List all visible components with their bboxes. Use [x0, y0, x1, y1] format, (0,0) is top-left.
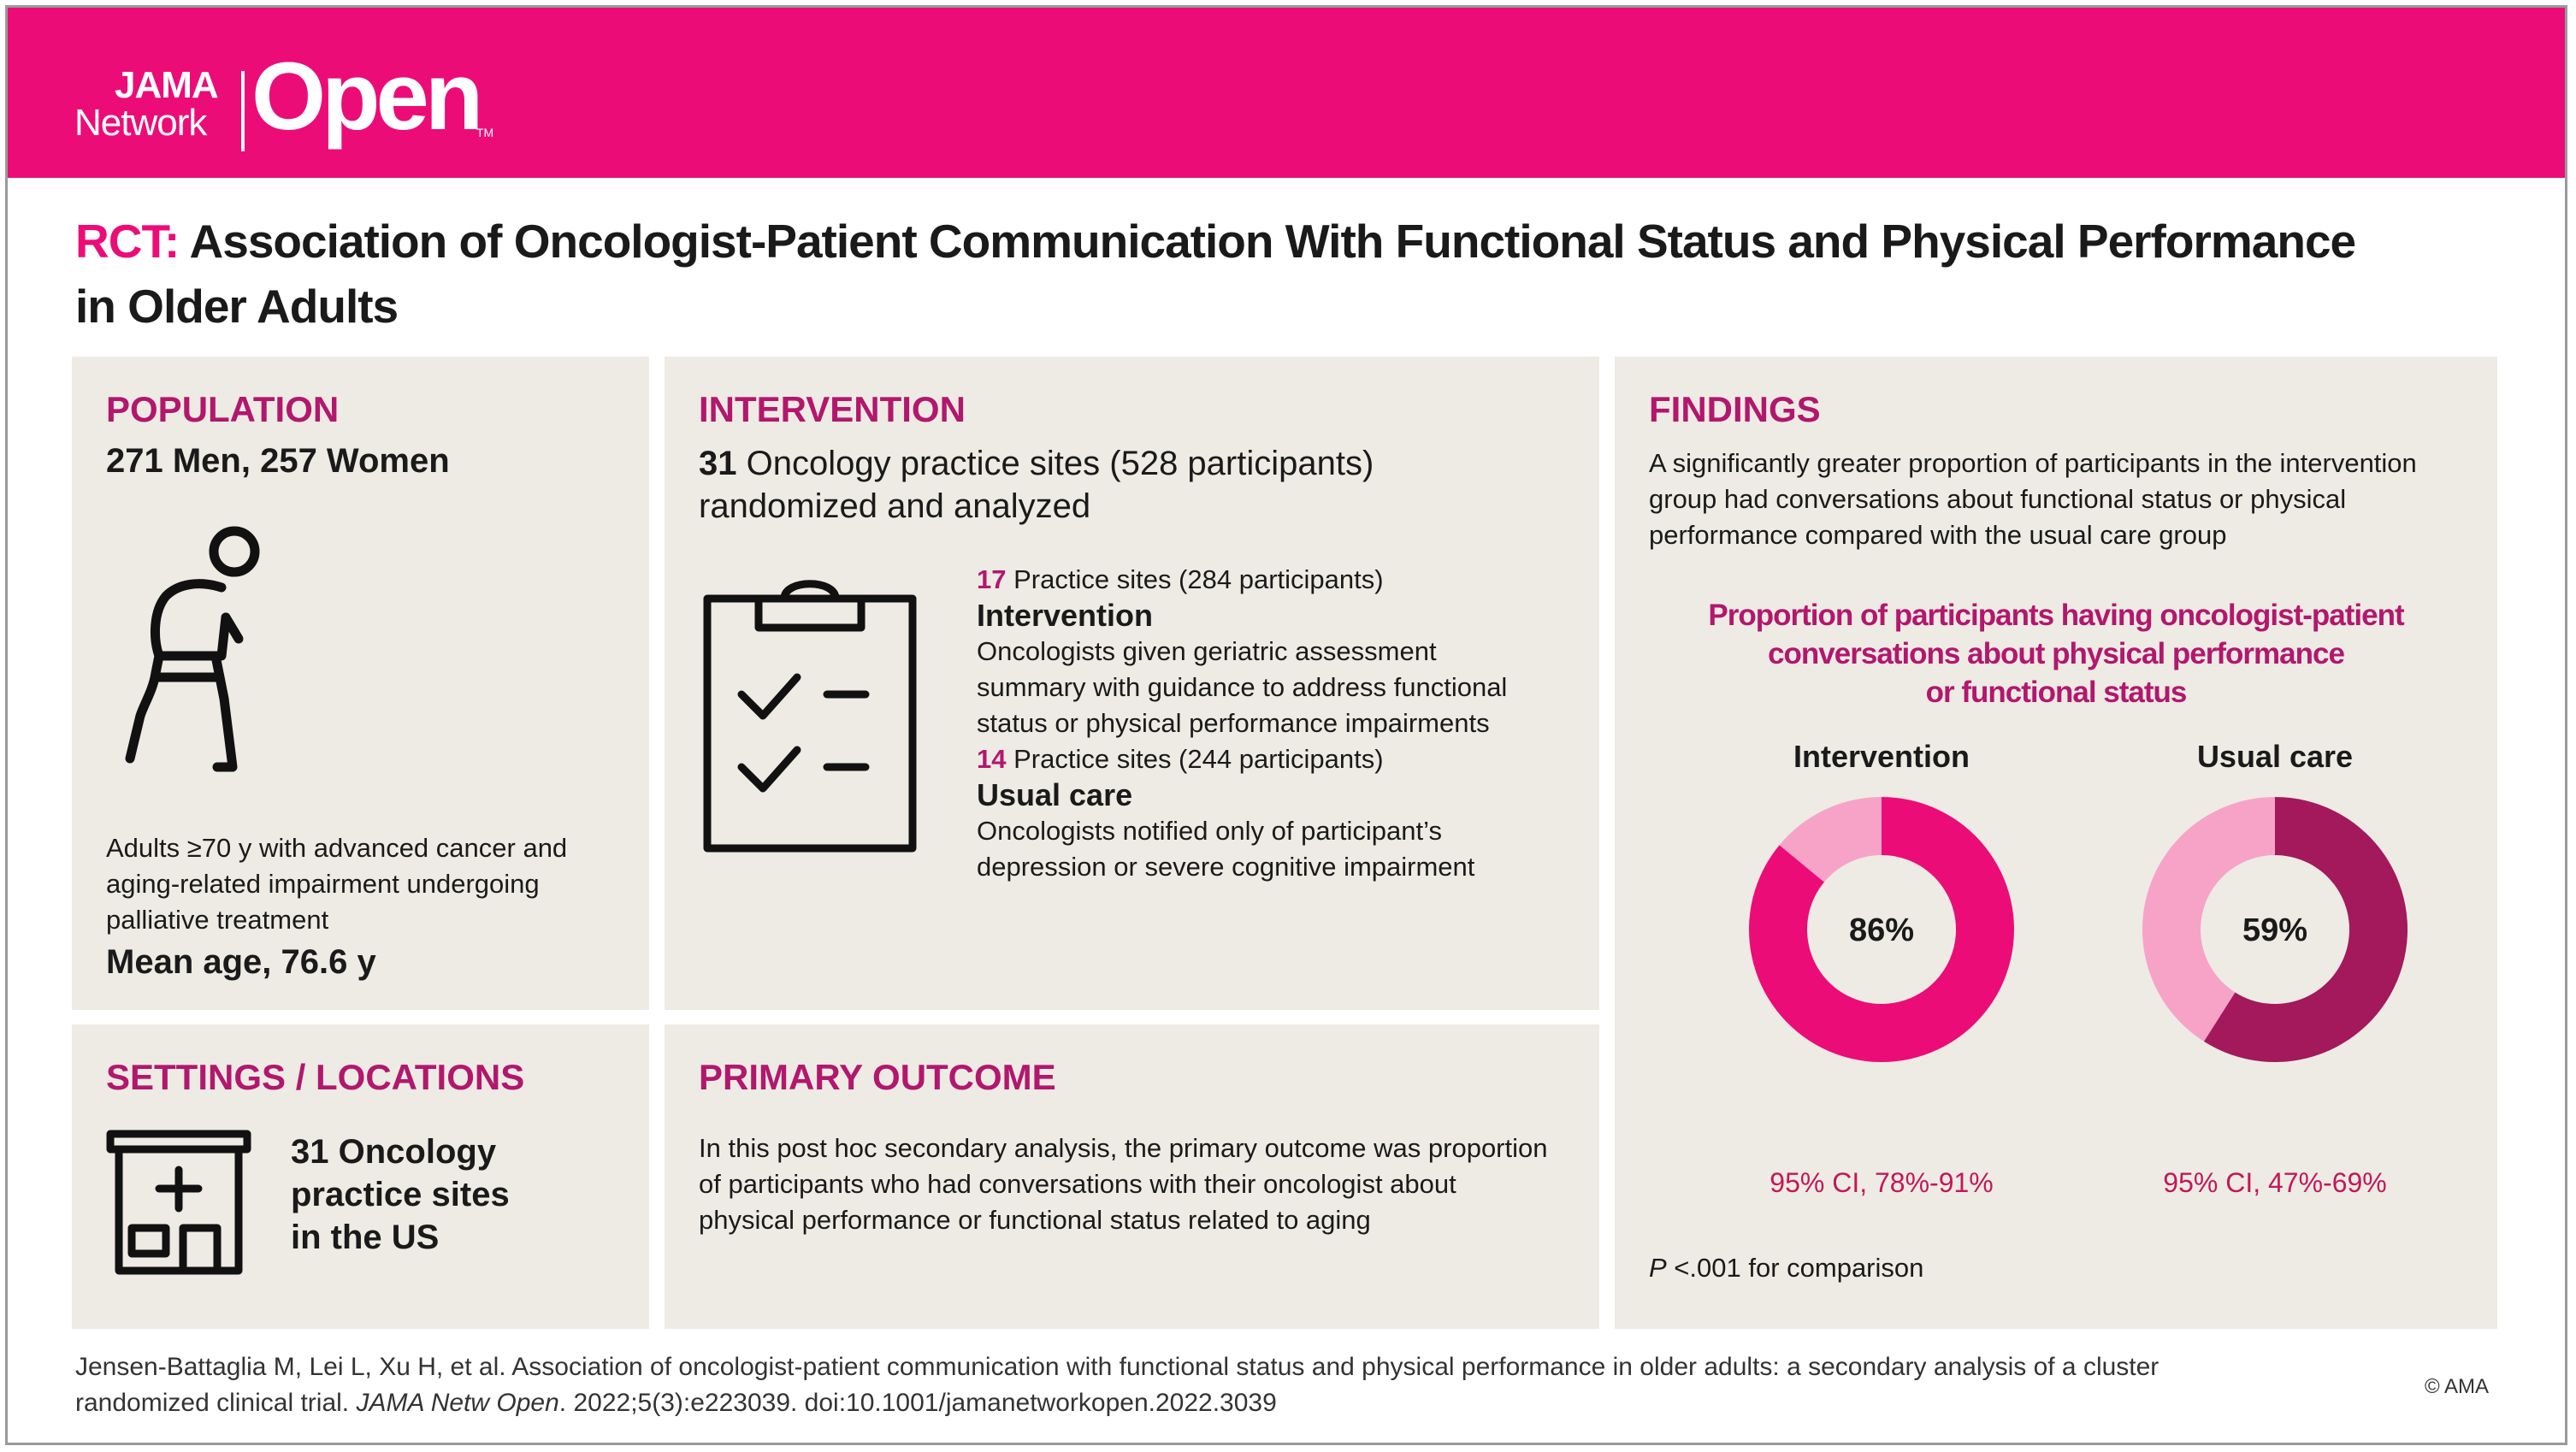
citation-journal: JAMA Netw Open [356, 1389, 559, 1417]
copyright: © AMA [2425, 1375, 2490, 1398]
elderly-person-icon [106, 511, 277, 784]
page-title [75, 209, 2513, 339]
findings-heading: FINDINGS [1649, 389, 1821, 429]
logo-network-text: Network [74, 102, 207, 144]
chart-title [1615, 596, 2497, 711]
outcome-text-line: In this post hoc secondary analysis, the primary outcome was proportion [699, 1133, 1548, 1163]
findings-summary-line: performance compared with the usual care group [1649, 520, 2227, 550]
citation-line2 [75, 1385, 2299, 1421]
intervention-sites-text2: randomized and analyzed [699, 487, 1091, 525]
settings-panel [72, 1024, 649, 1329]
chart-title-line: conversations about physical performance [1768, 637, 2344, 670]
arm2-desc-line: depression or severe cognitive impairment [977, 852, 1475, 882]
outcome-panel [665, 1024, 1599, 1329]
pvalue-rest: <.001 for comparison [1666, 1253, 1924, 1283]
chart-title-line: or functional status [1925, 676, 2187, 709]
findings-panel [1615, 357, 2497, 1329]
logo-divider [241, 71, 245, 151]
arm2-number: 14 [977, 744, 1007, 774]
logo-open-text: Open [251, 43, 480, 150]
donut-usualcare-label: Usual care [2196, 739, 2354, 774]
arm1-number: 17 [977, 564, 1007, 594]
population-description [106, 830, 567, 938]
population-description-line: palliative treatment [106, 905, 329, 935]
findings-pvalue [1649, 1253, 1923, 1284]
population-description-line: aging-related impairment undergoing [106, 869, 540, 899]
donut-usual-care-value-label: 59% [2242, 912, 2308, 948]
arm1-desc-line: Oncologists given geriatric assessment [977, 636, 1437, 666]
citation-line2-plain: randomized clinical trial. [75, 1389, 357, 1417]
intervention-sites-text: Oncology practice sites (528 participants) [746, 445, 1374, 482]
intervention-sites [699, 442, 1374, 528]
arm1-name: Intervention [977, 598, 1154, 633]
header-bar [8, 8, 2565, 178]
outcome-text-line: physical performance or functional status related to aging [699, 1205, 1371, 1235]
settings-text-line: 31 Oncology [291, 1133, 497, 1171]
arm2-sites-line [977, 741, 1507, 777]
chart-title-line: Proportion of participants having oncologist-patient [1708, 599, 2404, 632]
donut-intervention-value-label: 86% [1848, 912, 1915, 948]
clipboard-checklist-icon [699, 566, 921, 857]
settings-text [291, 1130, 510, 1259]
settings-text-line: in the US [291, 1219, 440, 1256]
settings-heading: SETTINGS / LOCATIONS [106, 1057, 525, 1097]
donut-intervention-ci: 95% CI, 78%-91% [1770, 1167, 1994, 1198]
intervention-arms [977, 562, 1507, 885]
donut-usualcare-ci: 95% CI, 47%-69% [2163, 1167, 2387, 1198]
outcome-heading: PRIMARY OUTCOME [699, 1057, 1056, 1097]
arm1-sites: Practice sites (284 participants) [1013, 564, 1384, 594]
arm2-desc-line: Oncologists notified only of participant’s [977, 816, 1442, 846]
arm2-name: Usual care [977, 777, 1133, 812]
intervention-sites-number: 31 [699, 445, 737, 482]
arm1-desc-line: summary with guidance to address functional [977, 672, 1508, 702]
title-text-line2: in Older Adults [75, 280, 399, 333]
intervention-panel [665, 357, 1599, 1010]
outcome-text [699, 1130, 1547, 1238]
citation-line2-rest: . 2022;5(3):e223039. doi:10.1001/jamanetworkopen.2022.3039 [558, 1389, 1277, 1417]
population-panel [72, 357, 649, 1010]
intervention-heading: INTERVENTION [699, 389, 966, 429]
findings-summary [1649, 446, 2417, 553]
findings-summary-line: group had conversations about functional status or physical [1649, 484, 2347, 514]
population-description-line: Adults ≥70 y with advanced cancer and [106, 833, 568, 863]
population-counts: 271 Men, 257 Women [106, 442, 450, 480]
title-text-line1: Association of Oncologist-Patient Communication With Functional Status and Physical Performance [189, 215, 2356, 268]
settings-text-line: practice sites [291, 1176, 510, 1213]
arm1-sites-line [977, 562, 1507, 598]
outcome-text-line: of participants who had conversations with their oncologist about [699, 1169, 1456, 1199]
donut-intervention-label: Intervention [1793, 739, 1970, 774]
donut-charts [1615, 784, 2497, 1075]
citation-line1: Jensen-Battaglia M, Lei L, Xu H, et al. Association of oncologist-patient communication with functional status and physical performance in older adults: a secondary analysis of a cluster [75, 1353, 2159, 1381]
title-prefix: RCT: [75, 215, 180, 268]
pvalue-prefix: P [1649, 1253, 1667, 1283]
arm2-sites: Practice sites (244 participants) [1013, 744, 1384, 774]
population-mean-age: Mean age, 76.6 y [106, 943, 376, 981]
arm1-desc-line: status or physical performance impairments [977, 708, 1490, 738]
findings-summary-line: A significantly greater proportion of participants in the intervention [1649, 448, 2417, 478]
logo-jama-text: JAMA [115, 64, 218, 106]
hospital-building-icon [106, 1127, 256, 1277]
citation [75, 1349, 2299, 1421]
logo-trademark: TM [476, 126, 494, 139]
population-heading: POPULATION [106, 389, 340, 429]
